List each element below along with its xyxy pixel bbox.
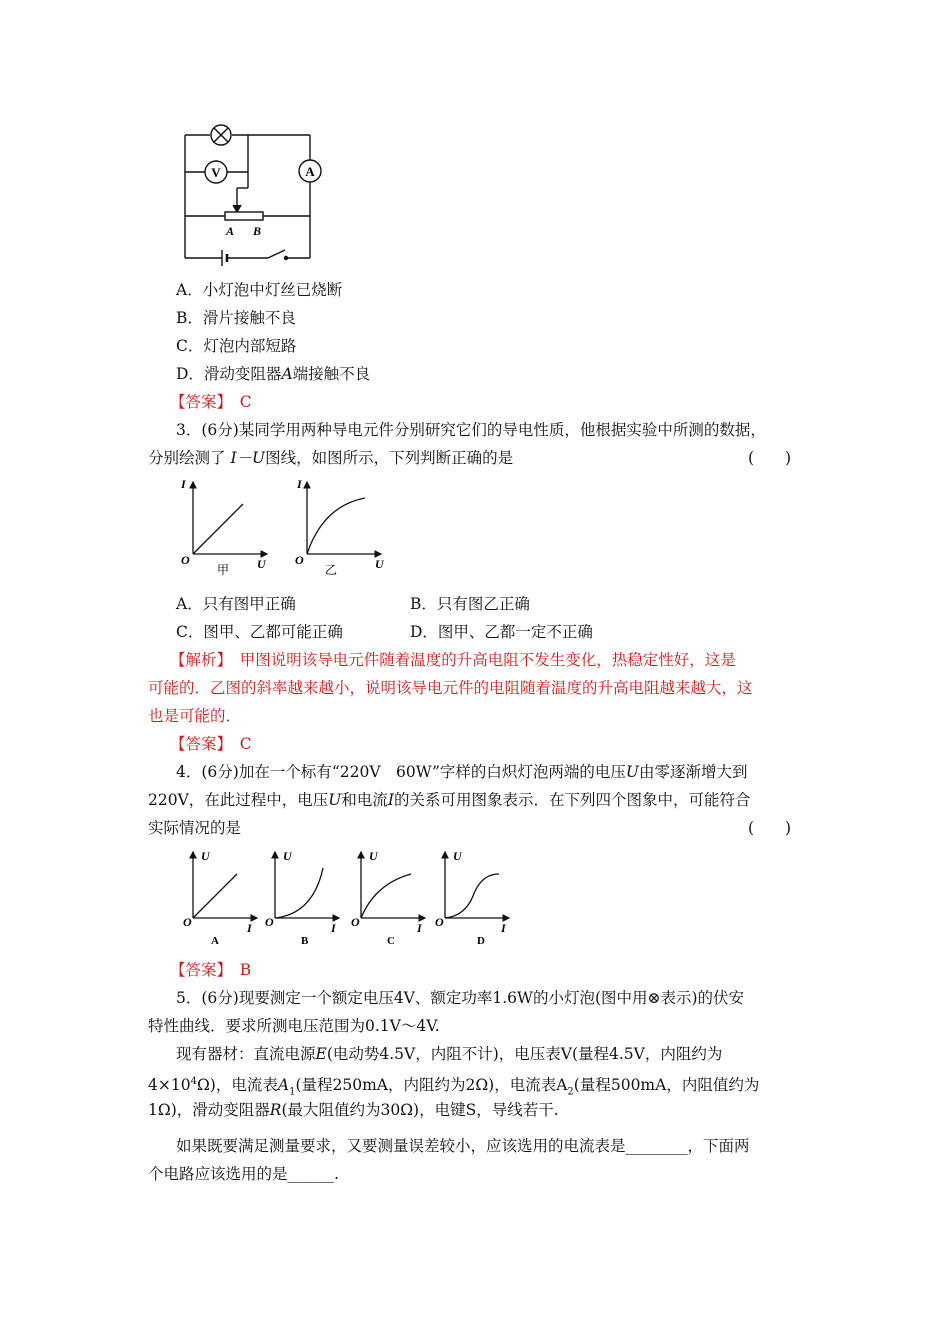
terminal-b-label: B [253, 224, 262, 238]
q4-answer: 【答案】 B [170, 961, 252, 979]
q4-stem-line2: 220V，在此过程中，电压U和电流I的关系可用图象表示．在下列四个图象中，可能符合 [148, 791, 751, 809]
graph-a-origin: O [183, 915, 192, 929]
q2-option-b: B．滑片接触不良 [176, 309, 296, 327]
graph-jia-x-label: U [257, 557, 266, 571]
q5-stem-line2: 特性曲线．要求所测电压范围为0.1V～4V. [148, 1017, 440, 1035]
q5-stem-line4: $4\times 10^4\Omega$)，电流表$A_1$(量程250mA，内阻约为2Ω)，电流表$A_2$(量程500mA，内阻值约为 [148, 1076, 760, 1098]
q4-graphs [175, 846, 515, 948]
q3-stem-line2: 分别绘测了 I－U图线，如图所示，下列判断正确的是 [148, 449, 514, 467]
q5-stem-line3: 现有器材：直流电源E(电动势4.5V，内阻不计)，电压表V(量程4.5V，内阻约为 [176, 1045, 723, 1063]
graph-a-caption: A [211, 935, 219, 947]
q3-analysis-line1: 【解析】 甲图说明该导电元件随着温度的升高电阻不发生变化，热稳定性好，这是 [170, 651, 736, 669]
graph-yi-y-label: I [297, 477, 302, 491]
q2-option-a: A．小灯泡中灯丝已烧断 [176, 281, 343, 299]
graph-jia-y-label: I [181, 477, 186, 491]
q3-stem-line1: 3．(6分)某同学用两种导电元件分别研究它们的导电性质，他根据实验中所测的数据， [176, 421, 766, 439]
q3-option-a: A．只有图甲正确 [176, 595, 296, 613]
graph-b-y-label: U [283, 849, 292, 863]
q4-answer-bracket: ( ) [748, 819, 792, 837]
voltmeter-label: V [211, 165, 221, 180]
graph-a-x-label: I [247, 921, 252, 935]
graph-c-origin: O [351, 915, 360, 929]
graph-yi-caption: 乙 [325, 563, 338, 576]
q3-analysis-line3: 也是可能的． [148, 707, 242, 725]
q5-stem-line5: 1Ω)，滑动变阻器R(最大阻值约为30Ω)，电键S，导线若干. [148, 1101, 559, 1119]
graph-d-x-label: I [501, 921, 506, 935]
terminal-a-label: A [226, 224, 235, 238]
graph-jia-caption: 甲 [217, 563, 230, 576]
q2-option-d: D．滑动变阻器A端接触不良 [176, 365, 371, 383]
ammeter-label: A [305, 164, 315, 179]
graph-d-y-label: U [453, 849, 462, 863]
graph-b-origin: O [265, 915, 274, 929]
q3-graphs [175, 476, 395, 576]
q5-stem-line1: 5．(6分)现要测定一个额定电压4V、额定功率1.6W的小灯泡(图中用⊗表示)的伏安 [176, 989, 745, 1007]
q3-option-c: C．图甲、乙都可能正确 [176, 623, 343, 641]
q5-stem-line6: 如果既要满足测量要求，又要测量误差较小，应该选用的电流表是________，下面两 [176, 1137, 750, 1155]
q5-stem-line7: 个电路应该选用的是______. [148, 1165, 339, 1183]
graph-c-caption: C [387, 935, 395, 947]
graph-d-caption: D [477, 935, 485, 947]
q3-answer: 【答案】 C [170, 735, 252, 753]
q3-option-d: D．图甲、乙都一定不正确 [410, 623, 593, 641]
q3-analysis-line2: 可能的．乙图的斜率越来越小，说明该导电元件的电阻随着温度的升高电阻越来越大，这 [148, 679, 753, 697]
graph-b-x-label: I [331, 921, 336, 935]
circuit-diagram [170, 120, 340, 270]
q3-answer-bracket: ( ) [748, 449, 792, 467]
graph-c-x-label: I [417, 921, 422, 935]
q2-option-c: C．灯泡内部短路 [176, 337, 297, 355]
graph-c-y-label: U [369, 849, 378, 863]
graph-a-y-label: U [201, 849, 210, 863]
graph-jia-origin: O [181, 553, 190, 567]
graph-b-caption: B [301, 935, 309, 947]
graph-yi-x-label: U [375, 557, 384, 571]
graph-d-origin: O [435, 915, 444, 929]
graph-yi-origin: O [295, 553, 304, 567]
q3-option-b: B．只有图乙正确 [410, 595, 530, 613]
q4-stem-line1: 4．(6分)加在一个标有“220V 60W”字样的白炽灯泡两端的电压U由零逐渐增大到 [176, 763, 748, 781]
q2-answer: 【答案】 C [170, 393, 252, 411]
q4-stem-line3: 实际情况的是 [148, 819, 242, 837]
